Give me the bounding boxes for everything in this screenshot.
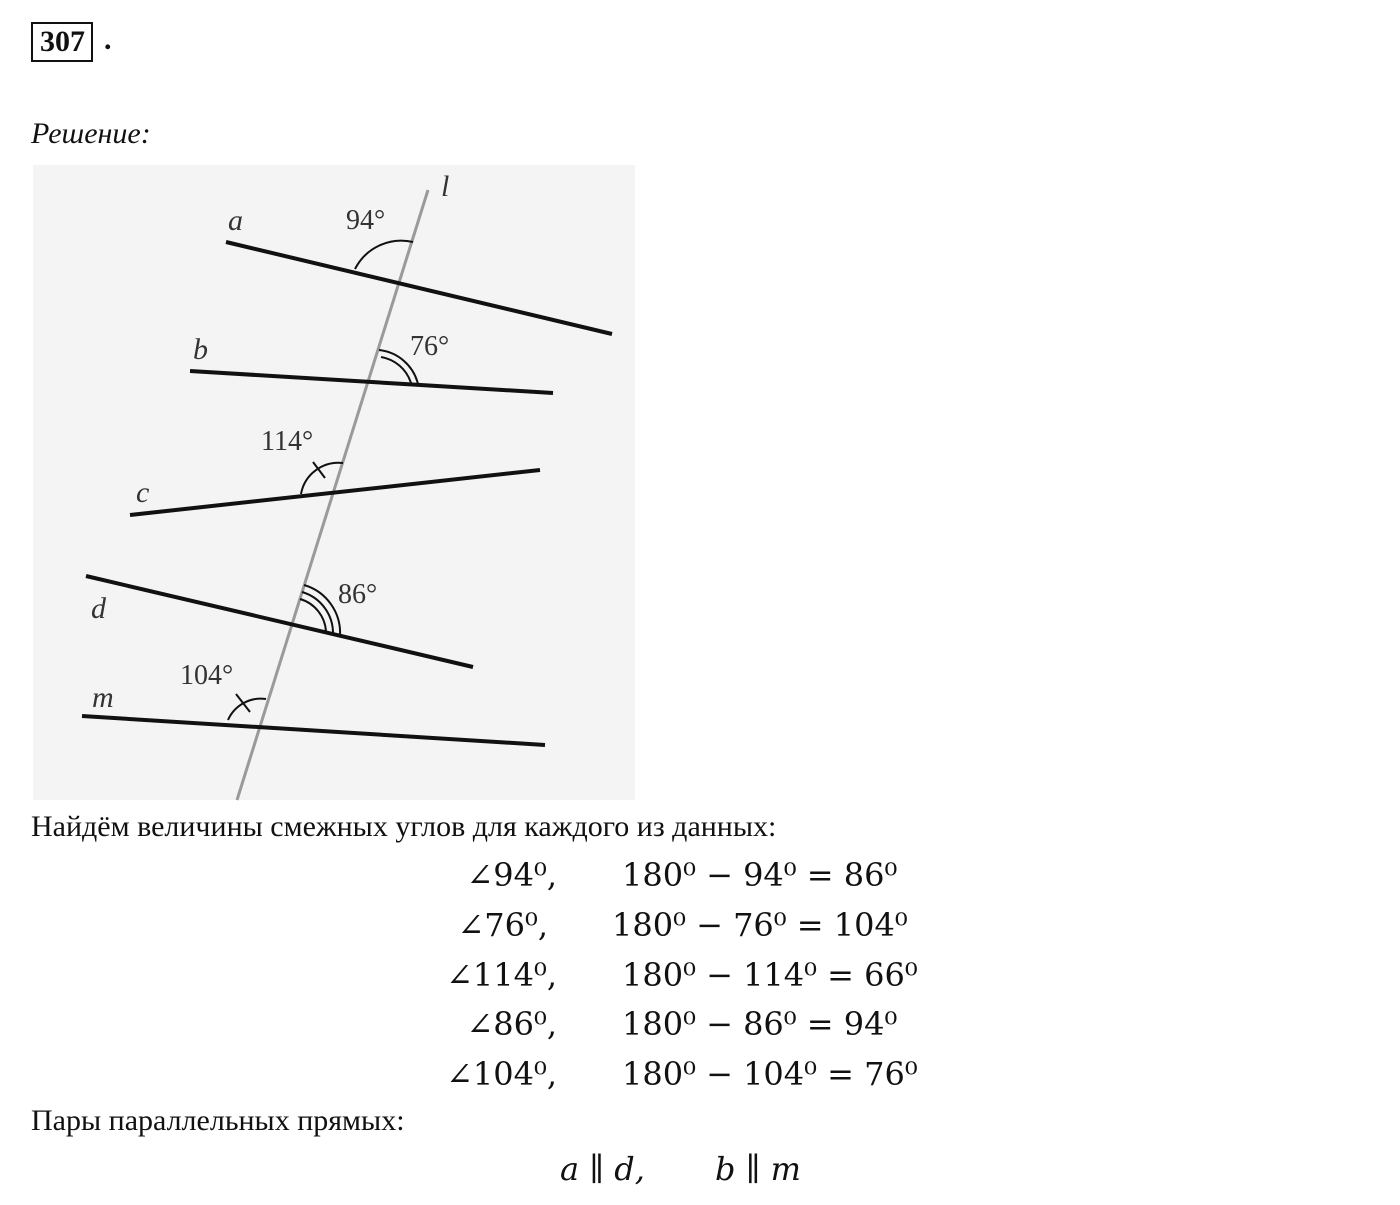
equation-angle: ∠114⁰, [446,956,557,994]
equation-angle: ∠76⁰, [457,906,548,944]
transversal-label-l: l [441,170,450,203]
equation-calc: 180⁰ − 104⁰ = 76⁰ [622,1055,918,1093]
angle-label-m: 104° [180,660,234,691]
solution-label: Решение: [31,117,151,150]
angle-arc-b-inner [381,357,411,383]
line-label-d: d [91,592,106,625]
equation-calc: 180⁰ − 114⁰ = 66⁰ [622,956,918,994]
line-label-a: a [228,204,243,237]
line-label-m: m [92,681,114,714]
problem-number-dot: . [104,23,112,56]
angle-label-c: 114° [261,426,314,457]
equation-calc: 180⁰ − 94⁰ = 86⁰ [622,856,898,894]
line-c [130,470,540,515]
equation-calc: 180⁰ − 86⁰ = 94⁰ [622,1005,898,1043]
parallel-pair-a-d: a ∥ d, [560,1150,645,1188]
problem-number: 307 [31,22,93,62]
equation-calc: 180⁰ − 76⁰ = 104⁰ [612,906,908,944]
line-label-c: c [136,476,150,509]
line-label-b: b [193,333,208,366]
pairs-text: Пары параллельных прямых: [31,1104,405,1137]
equation-angle: ∠104⁰, [446,1055,557,1093]
line-m [82,716,545,745]
angle-tick-m [236,694,250,712]
equation-angle: ∠86⁰, [466,1005,557,1043]
angle-label-b: 76° [410,331,450,362]
parallel-pair-b-m: b ∥ m [715,1150,801,1188]
line-a [226,242,612,334]
line-d [86,576,473,667]
angle-label-a: 94° [346,205,386,236]
angle-label-d: 86° [338,579,378,610]
equation-angle: ∠94⁰, [466,856,557,894]
intro-text: Найдём величины смежных углов для каждого из данных: [31,810,777,843]
